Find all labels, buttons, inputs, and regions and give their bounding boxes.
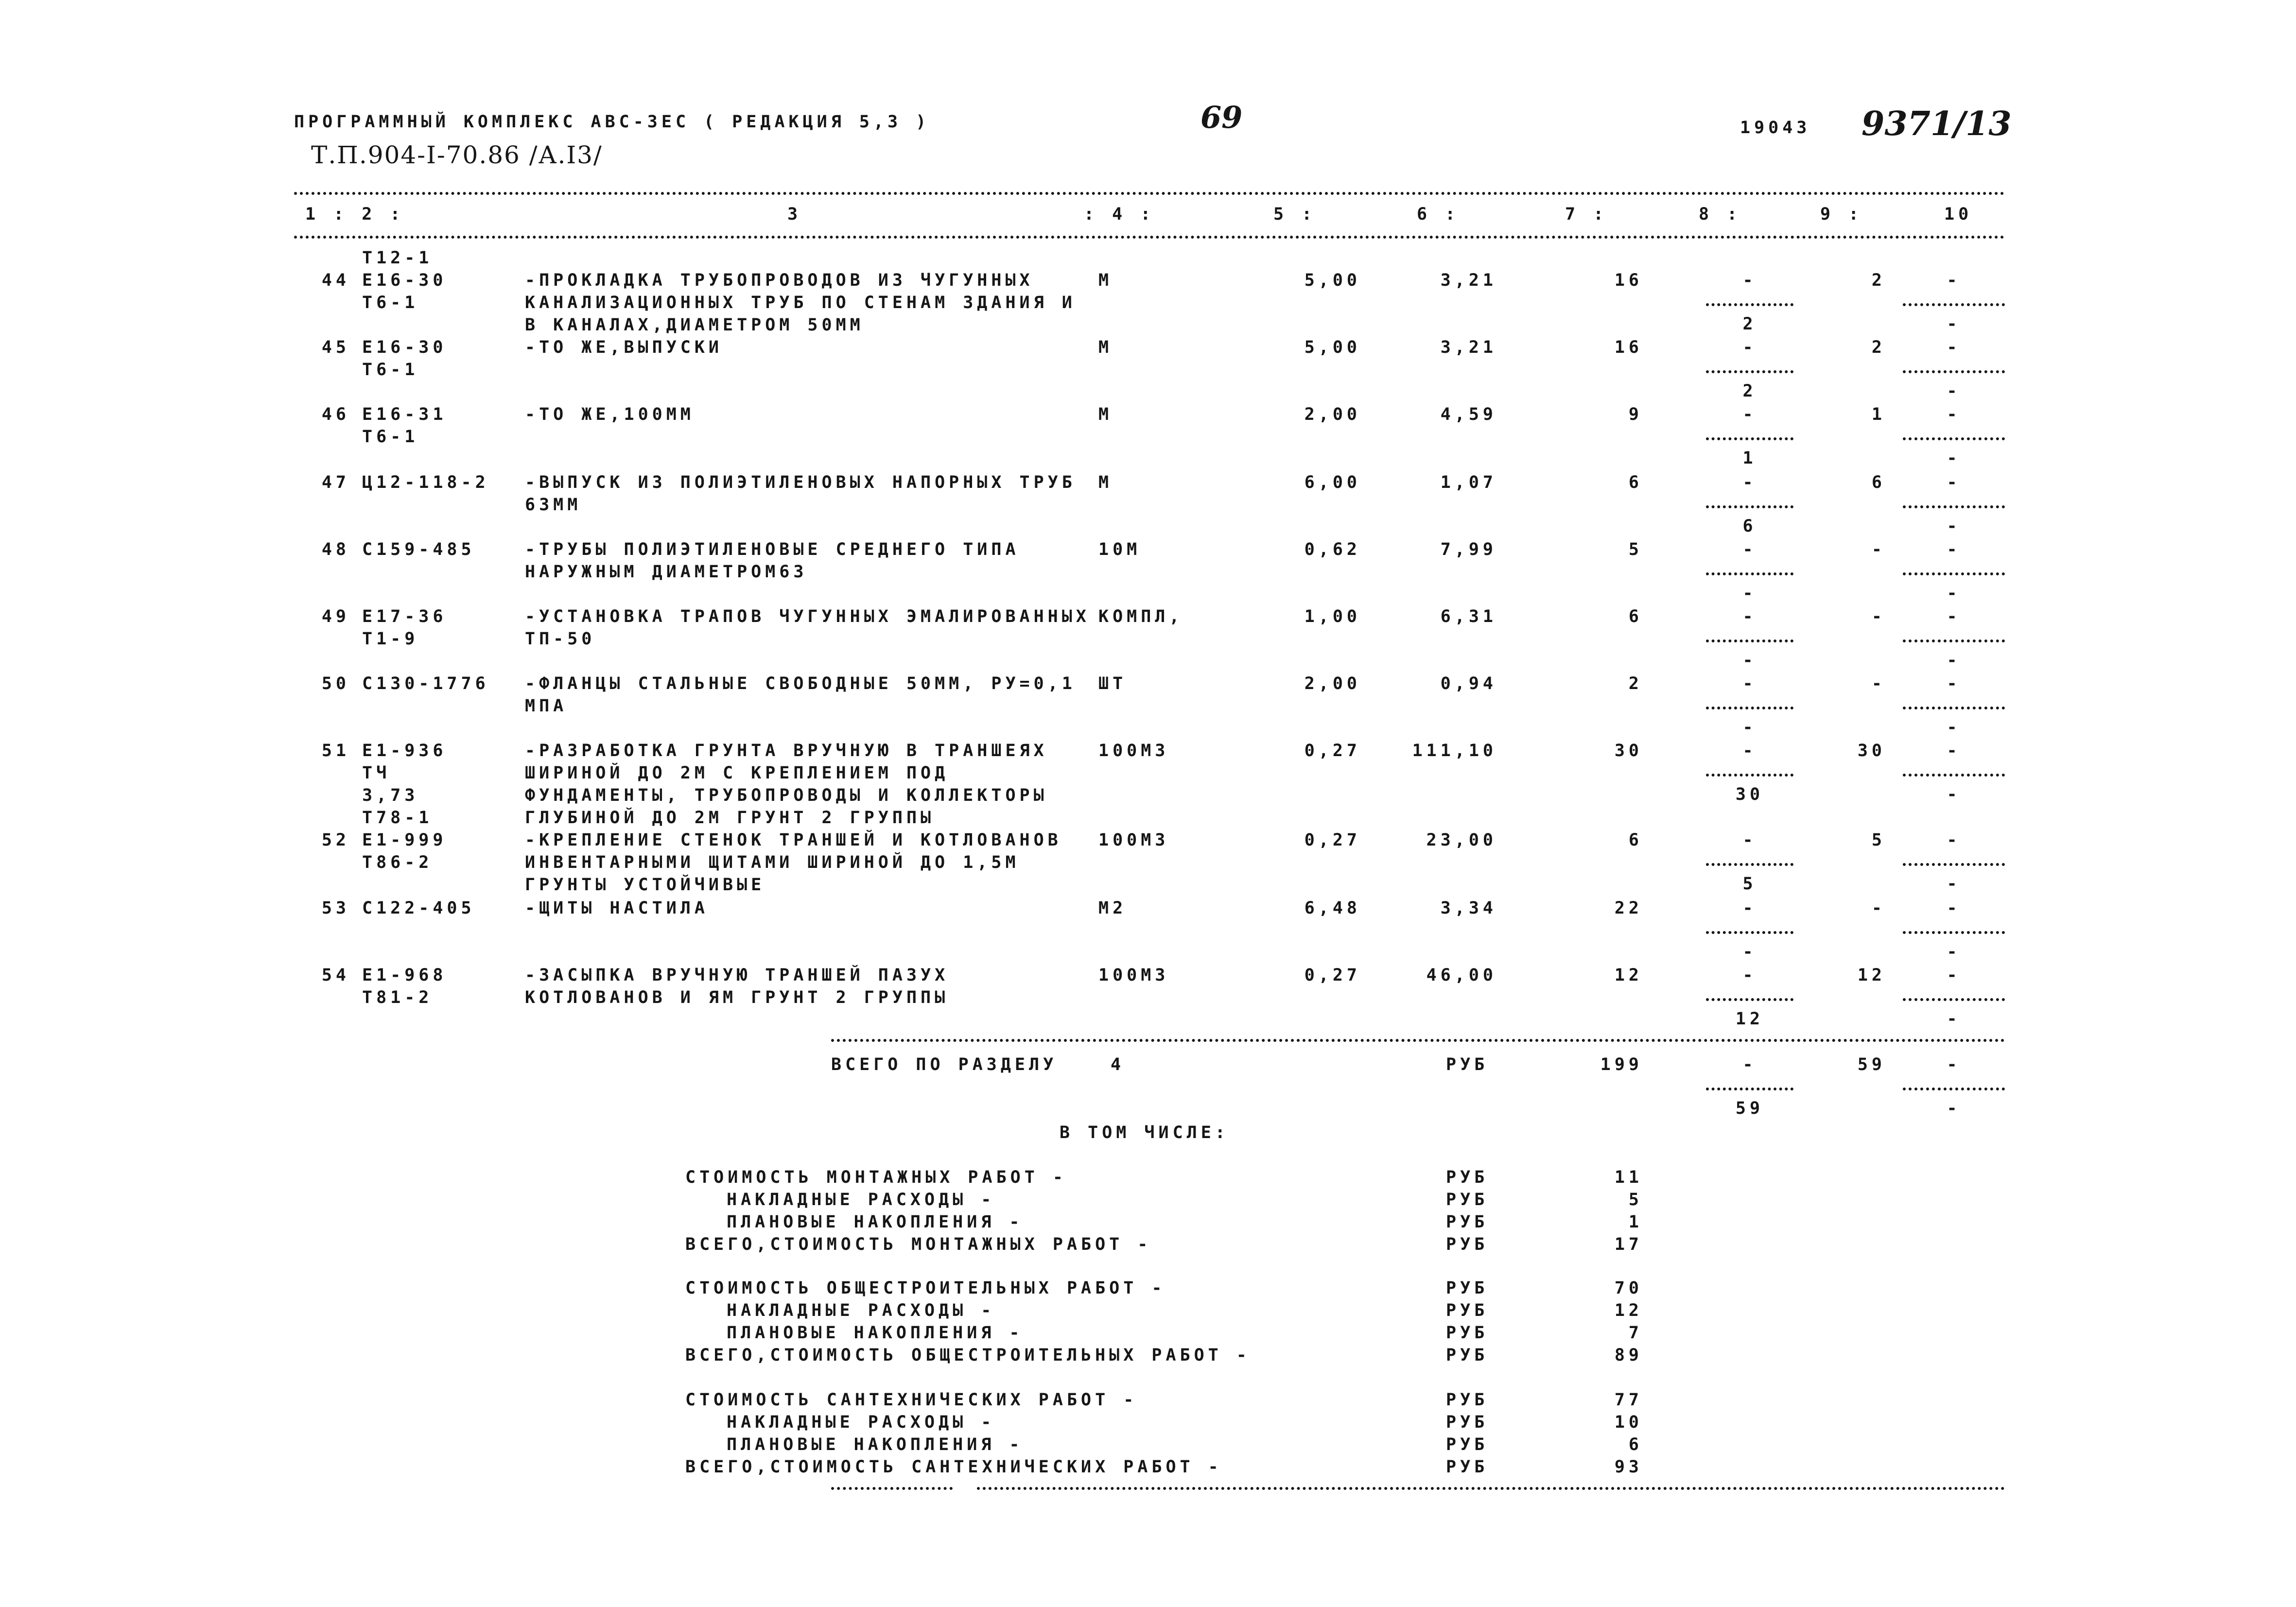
- row-unit-price: 3,34: [1440, 899, 1497, 918]
- row-description: -ПРОКЛАДКА ТРУБОПРОВОДОВ ИЗ ЧУГУННЫХ КАНАЛИЗАЦИОННЫХ ТРУБ ПО СТЕНАМ ЗДАНИЯ И В КАНАЛАХ,ДИАМЕТРОМ 50ММ: [525, 271, 1076, 335]
- row-col10-below: -: [1947, 718, 1961, 737]
- row-col10-below: -: [1947, 314, 1961, 334]
- row-unit-price: 3,21: [1440, 271, 1497, 290]
- total-label: ВСЕГО ПО РАЗДЕЛУ: [831, 1055, 1058, 1074]
- row-number: 51: [321, 741, 350, 760]
- row-col9: 2: [1871, 338, 1886, 357]
- row-code: Е1-999 Т86-2: [362, 830, 447, 872]
- summary-unit: РУБ: [1446, 1301, 1489, 1320]
- row-description: -ЗАСЫПКА ВРУЧНУЮ ТРАНШЕЙ ПАЗУХ КОТЛОВАНОВ И ЯМ ГРУНТ 2 ГРУППЫ: [525, 966, 949, 1007]
- row-unit-price: 0,94: [1440, 674, 1497, 693]
- row-col8-below: 1: [1742, 449, 1757, 468]
- row-code: Е16-30 Т6-1: [362, 338, 447, 380]
- row-col8-below: 2: [1742, 381, 1757, 401]
- col-header-6: 6 :: [1417, 205, 1460, 224]
- row-code: С122-405: [362, 899, 475, 918]
- col-header-8: 8 :: [1699, 205, 1741, 224]
- row-unit: М: [1098, 338, 1113, 357]
- row-col10-rule: [1903, 437, 2005, 440]
- row-col9: 12: [1857, 966, 1886, 985]
- col-header-4: : 4 :: [1084, 205, 1155, 224]
- row-quantity: 2,00: [1304, 674, 1361, 693]
- row-unit-price: 4,59: [1440, 405, 1497, 424]
- row-col10-below: -: [1947, 942, 1961, 962]
- row-code: Е1-968 Т81-2: [362, 966, 447, 1007]
- row-col8-rule: [1706, 931, 1793, 934]
- row-col8-below: 5: [1742, 874, 1757, 894]
- row-unit-price: 111,10: [1412, 741, 1497, 760]
- header-rule-top: [294, 192, 2005, 195]
- row-col8: -: [1742, 741, 1757, 760]
- row-col8: -: [1742, 830, 1757, 850]
- row-col10-rule: [1903, 863, 2005, 866]
- row-col10-below: -: [1947, 584, 1961, 603]
- row-unit: М2: [1098, 899, 1127, 918]
- total-col8-below: 59: [1735, 1099, 1764, 1118]
- row-col10-rule: [1903, 572, 2005, 575]
- row-col10-rule: [1903, 505, 2005, 508]
- row-col9: 6: [1871, 473, 1886, 492]
- row-unit-price: 23,00: [1426, 830, 1497, 850]
- row-col8-below: -: [1742, 942, 1757, 962]
- program-title: ПРОГРАММНЫЙ КОМПЛЕКС АВС-3ЕС ( РЕДАКЦИЯ 5,3 ): [294, 112, 930, 132]
- row-number: 52: [321, 830, 350, 850]
- summary-value: 1: [1628, 1212, 1643, 1232]
- summary-label: ВСЕГО,СТОИМОСТЬ МОНТАЖНЫХ РАБОТ -: [685, 1235, 1152, 1254]
- summary-unit: РУБ: [1446, 1435, 1489, 1454]
- row-quantity: 6,00: [1304, 473, 1361, 492]
- row-number: 54: [321, 966, 350, 985]
- col-header-7: 7 :: [1565, 205, 1608, 224]
- row-quantity: 5,00: [1304, 271, 1361, 290]
- row-col8-rule: [1706, 863, 1793, 866]
- row-unit: 100М3: [1098, 830, 1169, 850]
- row-col8-below: 12: [1735, 1009, 1764, 1029]
- summary-unit: РУБ: [1446, 1457, 1489, 1477]
- summary-unit: РУБ: [1446, 1168, 1489, 1187]
- summary-label: ПЛАНОВЫЕ НАКОПЛЕНИЯ -: [727, 1212, 1024, 1232]
- row-unit: М: [1098, 271, 1113, 290]
- row-col8-rule: [1706, 505, 1793, 508]
- row-quantity: 0,27: [1304, 966, 1361, 985]
- summary-label: ВСЕГО,СТОИМОСТЬ ОБЩЕСТРОИТЕЛЬНЫХ РАБОТ -: [685, 1346, 1251, 1365]
- row-description: -УСТАНОВКА ТРАПОВ ЧУГУННЫХ ЭМАЛИРОВАННЫХ ТП-50: [525, 607, 1090, 649]
- row-number: 44: [321, 271, 350, 290]
- row-code: Ц12-118-2: [362, 473, 489, 492]
- row-code: Е16-31 Т6-1: [362, 405, 447, 447]
- project-number: Т.П.904-I-70.86 /А.I3/: [311, 141, 603, 169]
- row-col7-total: 5: [1628, 540, 1643, 559]
- row-quantity: 0,62: [1304, 540, 1361, 559]
- row-col10: -: [1947, 830, 1961, 850]
- row-col8-rule: [1706, 774, 1793, 777]
- row-col8-rule: [1706, 572, 1793, 575]
- row-col7-total: 6: [1628, 830, 1643, 850]
- row-col8-rule: [1706, 437, 1793, 440]
- row-col8: -: [1742, 899, 1757, 918]
- summary-value: 6: [1628, 1435, 1643, 1454]
- row-unit: ШТ: [1098, 674, 1127, 693]
- row-col7-total: 2: [1628, 674, 1643, 693]
- row-quantity: 6,48: [1304, 899, 1361, 918]
- row-col8-rule: [1706, 707, 1793, 709]
- summary-unit: РУБ: [1446, 1323, 1489, 1343]
- row-unit: 100М3: [1098, 966, 1169, 985]
- col-header-10: 10: [1944, 205, 1973, 224]
- row-quantity: 1,00: [1304, 607, 1361, 626]
- row-col7-total: 16: [1614, 271, 1643, 290]
- row-col10: -: [1947, 741, 1961, 760]
- row-col10: -: [1947, 271, 1961, 290]
- summary-value: 5: [1628, 1190, 1643, 1210]
- total-col8-rule: [1706, 1088, 1793, 1090]
- row-col8-below: 6: [1742, 517, 1757, 536]
- footer-rule-right: [977, 1487, 2005, 1490]
- row-unit: 100М3: [1098, 741, 1169, 760]
- row-code: С159-485: [362, 540, 475, 559]
- row-col10-below: -: [1947, 517, 1961, 536]
- summary-unit: РУБ: [1446, 1390, 1489, 1410]
- row-unit-price: 46,00: [1426, 966, 1497, 985]
- row-col10-rule: [1903, 303, 2005, 306]
- col-header-1-2: 1 : 2 :: [305, 205, 404, 224]
- row-col10: -: [1947, 473, 1961, 492]
- row-col9: 30: [1857, 741, 1886, 760]
- row-unit-price: 7,99: [1440, 540, 1497, 559]
- row-col7-total: 12: [1614, 966, 1643, 985]
- col-header-3: 3: [787, 205, 802, 224]
- row-code: С130-1776: [362, 674, 489, 693]
- row-col7-total: 6: [1628, 473, 1643, 492]
- summary-value: 10: [1614, 1413, 1643, 1432]
- row-unit-price: 6,31: [1440, 607, 1497, 626]
- row-unit: КОМПЛ,: [1098, 607, 1183, 626]
- row-col10: -: [1947, 405, 1961, 424]
- total-col10-rule: [1903, 1088, 2005, 1090]
- summary-label: НАКЛАДНЫЕ РАСХОДЫ -: [727, 1413, 995, 1432]
- summary-label: ПЛАНОВЫЕ НАКОПЛЕНИЯ -: [727, 1435, 1024, 1454]
- col-header-9: 9 :: [1820, 205, 1863, 224]
- row-description: -РАЗРАБОТКА ГРУНТА ВРУЧНУЮ В ТРАНШЕЯХ ШИРИНОЙ ДО 2М С КРЕПЛЕНИЕМ ПОД ФУНДАМЕНТЫ, ТРУБОПРОВОДЫ И КОЛЛЕКТОРЫ ГЛУБИНОЙ ДО 2М ГРУНТ 2 ГРУППЫ: [525, 741, 1048, 828]
- total-rule: [831, 1039, 2005, 1042]
- summary-value: 89: [1614, 1346, 1643, 1365]
- summary-label: СТОИМОСТЬ САНТЕХНИЧЕСКИХ РАБОТ -: [685, 1390, 1138, 1410]
- total-col8: -: [1742, 1055, 1757, 1074]
- summary-value: 17: [1614, 1235, 1643, 1254]
- row-col9: -: [1871, 607, 1886, 626]
- summary-value: 12: [1614, 1301, 1643, 1320]
- row-col9: 2: [1871, 271, 1886, 290]
- summary-unit: РУБ: [1446, 1346, 1489, 1365]
- row-col8-below: -: [1742, 651, 1757, 670]
- row-col10: -: [1947, 338, 1961, 357]
- page-number: 69: [1200, 100, 1243, 135]
- row-col8: -: [1742, 473, 1757, 492]
- row-col9: -: [1871, 899, 1886, 918]
- row-unit-price: 1,07: [1440, 473, 1497, 492]
- row-number: 46: [321, 405, 350, 424]
- row-description: -ЩИТЫ НАСТИЛА: [525, 899, 709, 918]
- row-col10-rule: [1903, 774, 2005, 777]
- handwritten-doc-number: 9371/13: [1861, 104, 2012, 143]
- row-col8: -: [1742, 405, 1757, 424]
- row-quantity: 0,27: [1304, 830, 1361, 850]
- row-description: -ФЛАНЦЫ СТАЛЬНЫЕ СВОБОДНЫЕ 50ММ, РУ=0,1 МПА: [525, 674, 1076, 716]
- row-col10: -: [1947, 540, 1961, 559]
- row-col9: 1: [1871, 405, 1886, 424]
- row-number: 47: [321, 473, 350, 492]
- summary-value: 93: [1614, 1457, 1643, 1477]
- row-description: -ТО ЖЕ,100ММ: [525, 405, 695, 424]
- row-number: 48: [321, 540, 350, 559]
- row-col10-rule: [1903, 931, 2005, 934]
- row-code: Е16-30 Т6-1: [362, 271, 447, 312]
- row-col10-rule: [1903, 707, 2005, 709]
- row-col10: -: [1947, 674, 1961, 693]
- row-col7-total: 9: [1628, 405, 1643, 424]
- row-col8-below: -: [1742, 718, 1757, 737]
- row-col9: -: [1871, 674, 1886, 693]
- row-col8: -: [1742, 674, 1757, 693]
- row-col8-below: 30: [1735, 785, 1764, 804]
- row-col8-rule: [1706, 998, 1793, 1001]
- total-count: 4: [1111, 1055, 1125, 1074]
- row-col10: -: [1947, 966, 1961, 985]
- row-number: 53: [321, 899, 350, 918]
- total-col9: 59: [1857, 1055, 1886, 1074]
- total-unit: РУБ: [1446, 1055, 1489, 1074]
- row-col10-below: -: [1947, 449, 1961, 468]
- row-col8: -: [1742, 338, 1757, 357]
- footer-rule-left: [831, 1487, 953, 1490]
- row-col7-total: 16: [1614, 338, 1643, 357]
- including-label: В ТОМ ЧИСЛЕ:: [1060, 1123, 1229, 1142]
- summary-label: СТОИМОСТЬ ОБЩЕСТРОИТЕЛЬНЫХ РАБОТ -: [685, 1279, 1166, 1298]
- row-col7-total: 30: [1614, 741, 1643, 760]
- row-col8: -: [1742, 271, 1757, 290]
- row-quantity: 0,27: [1304, 741, 1361, 760]
- row-description: -ТРУБЫ ПОЛИЭТИЛЕНОВЫЕ СРЕДНЕГО ТИПА НАРУЖНЫМ ДИАМЕТРОМ63: [525, 540, 1020, 582]
- row-code: Е1-936 ТЧ 3,73 Т78-1: [362, 741, 447, 828]
- row-col10-rule: [1903, 998, 2005, 1001]
- row-col9: 5: [1871, 830, 1886, 850]
- row-quantity: 5,00: [1304, 338, 1361, 357]
- summary-label: НАКЛАДНЫЕ РАСХОДЫ -: [727, 1190, 995, 1210]
- row-col10-below: -: [1947, 651, 1961, 670]
- total-col7: 199: [1600, 1055, 1643, 1074]
- summary-value: 11: [1614, 1168, 1643, 1187]
- summary-unit: РУБ: [1446, 1413, 1489, 1432]
- row-col8-rule: [1706, 303, 1793, 306]
- row-col8: -: [1742, 540, 1757, 559]
- row-col10-below: -: [1947, 381, 1961, 401]
- row-description: -ТО ЖЕ,ВЫПУСКИ: [525, 338, 723, 357]
- summary-label: ВСЕГО,СТОИМОСТЬ САНТЕХНИЧЕСКИХ РАБОТ -: [685, 1457, 1222, 1477]
- header-rule-bottom: [294, 236, 2005, 239]
- row-description: -ВЫПУСК ИЗ ПОЛИЭТИЛЕНОВЫХ НАПОРНЫХ ТРУБ 63ММ: [525, 473, 1076, 515]
- row-col10-rule: [1903, 370, 2005, 373]
- row-unit-price: 3,21: [1440, 338, 1497, 357]
- row-col7-total: 6: [1628, 607, 1643, 626]
- total-col10-below: -: [1947, 1099, 1961, 1118]
- row-col9: -: [1871, 540, 1886, 559]
- summary-unit: РУБ: [1446, 1279, 1489, 1298]
- row-number: 45: [321, 338, 350, 357]
- summary-unit: РУБ: [1446, 1212, 1489, 1232]
- row-code: Е17-36 Т1-9: [362, 607, 447, 649]
- row-col8-below: -: [1742, 584, 1757, 603]
- row-unit: 10М: [1098, 540, 1141, 559]
- row-col8: -: [1742, 607, 1757, 626]
- row-col10-below: -: [1947, 785, 1961, 804]
- row-col10-below: -: [1947, 1009, 1961, 1029]
- row-number: 50: [321, 674, 350, 693]
- pre-row-code: Т12-1: [362, 248, 433, 268]
- row-col8-rule: [1706, 370, 1793, 373]
- total-col10: -: [1947, 1055, 1961, 1074]
- summary-label: СТОИМОСТЬ МОНТАЖНЫХ РАБОТ -: [685, 1168, 1067, 1187]
- row-number: 49: [321, 607, 350, 626]
- document-code: 19043: [1740, 118, 1811, 138]
- row-quantity: 2,00: [1304, 405, 1361, 424]
- row-col10-below: -: [1947, 874, 1961, 894]
- row-col8: -: [1742, 966, 1757, 985]
- summary-unit: РУБ: [1446, 1235, 1489, 1254]
- row-col10: -: [1947, 899, 1961, 918]
- summary-unit: РУБ: [1446, 1190, 1489, 1210]
- summary-value: 70: [1614, 1279, 1643, 1298]
- row-description: -КРЕПЛЕНИЕ СТЕНОК ТРАНШЕЙ И КОТЛОВАНОВ ИНВЕНТАРНЫМИ ЩИТАМИ ШИРИНОЙ ДО 1,5М ГРУНТЫ УСТОЙЧИВЫЕ: [525, 830, 1062, 895]
- row-unit: М: [1098, 405, 1113, 424]
- summary-value: 77: [1614, 1390, 1643, 1410]
- row-col8-rule: [1706, 639, 1793, 642]
- summary-value: 7: [1628, 1323, 1643, 1343]
- row-unit: М: [1098, 473, 1113, 492]
- row-col10-rule: [1903, 639, 2005, 642]
- row-col10: -: [1947, 607, 1961, 626]
- summary-label: ПЛАНОВЫЕ НАКОПЛЕНИЯ -: [727, 1323, 1024, 1343]
- summary-label: НАКЛАДНЫЕ РАСХОДЫ -: [727, 1301, 995, 1320]
- row-col7-total: 22: [1614, 899, 1643, 918]
- row-col8-below: 2: [1742, 314, 1757, 334]
- col-header-5: 5 :: [1273, 205, 1316, 224]
